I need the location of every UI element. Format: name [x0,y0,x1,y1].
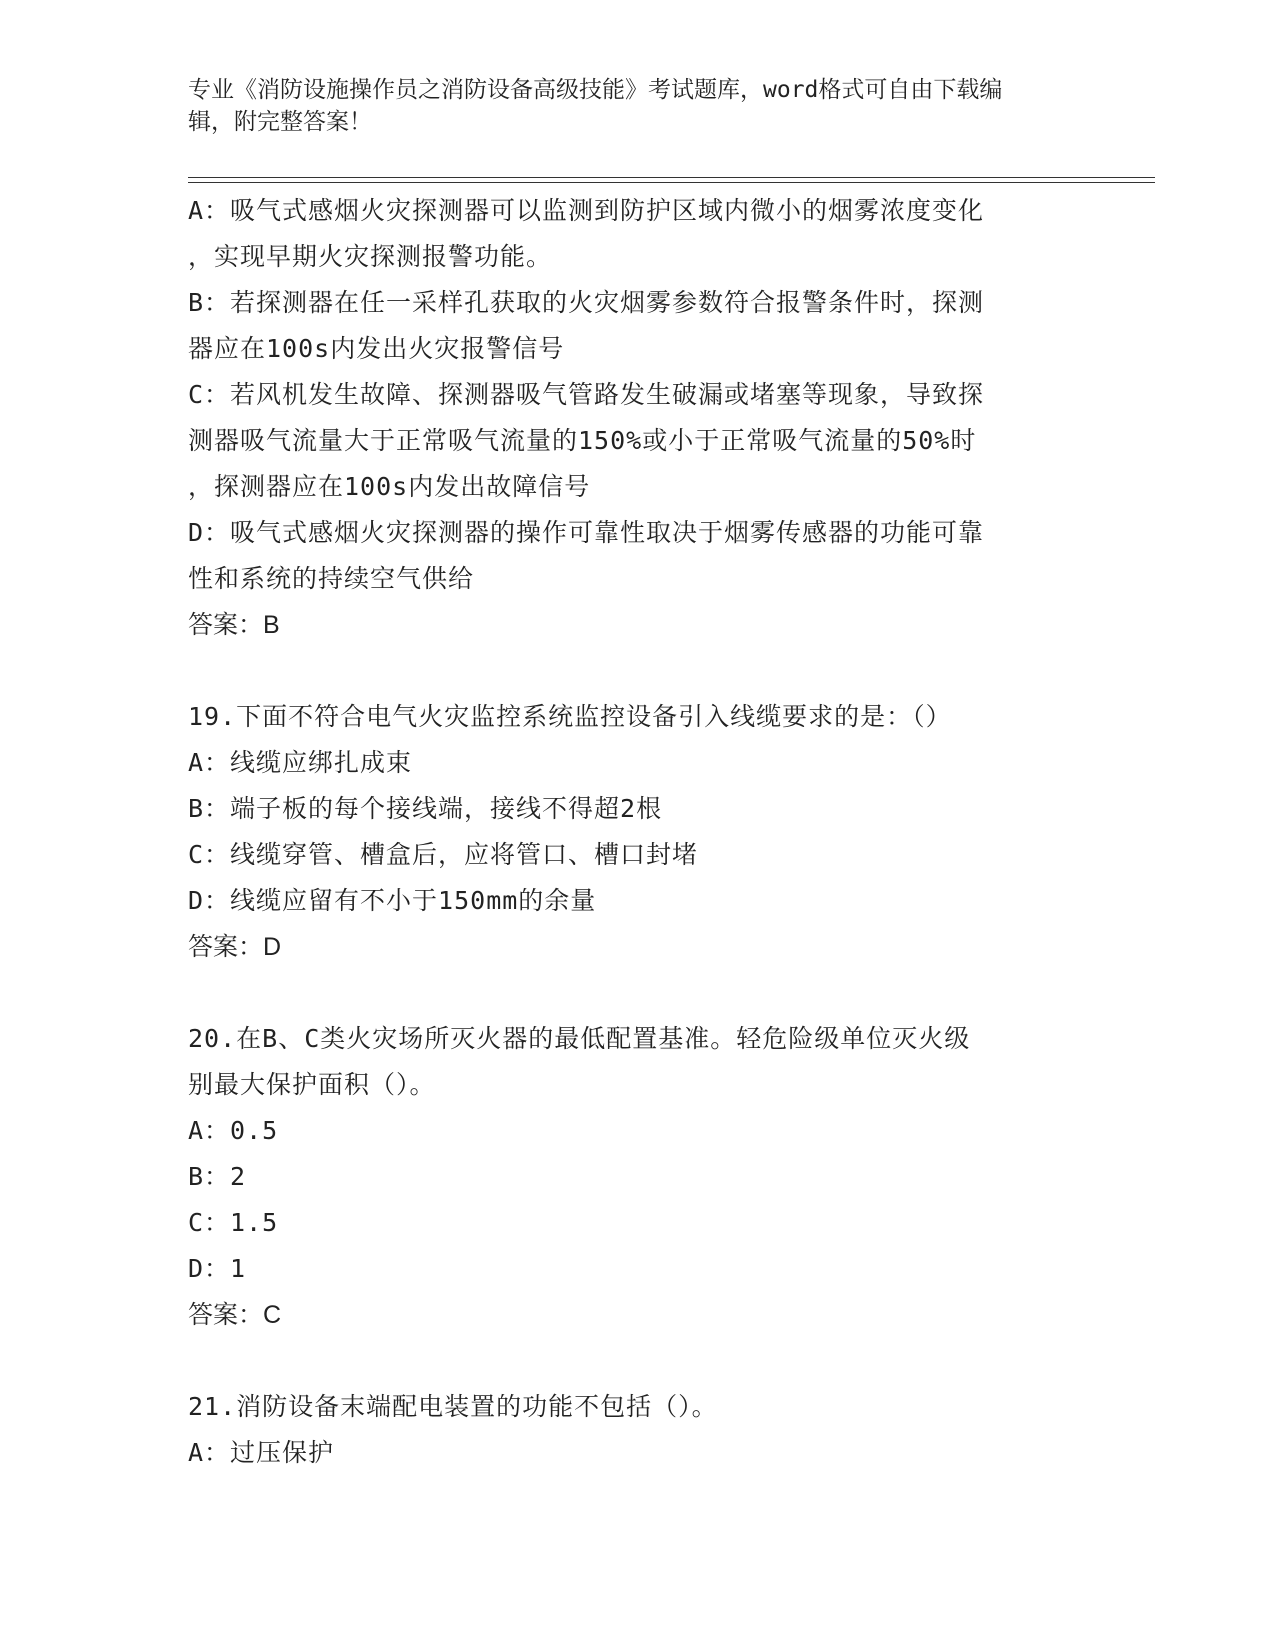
document-header [188,74,1088,138]
q18-option-d-line-2: 性和系统的持续空气供给 [188,564,475,593]
header-line-2: 辑，附完整答案！ [188,109,372,135]
q18-option-c-line-1: C：若风机发生故障、探测器吸气管路发生破漏或堵塞等现象，导致探 [188,380,985,409]
spacer [188,1338,1088,1384]
q21-option-a: A：过压保护 [188,1438,335,1467]
q21-question-text: 21.消防设备末端配电装置的功能不包括（）。 [188,1392,718,1421]
q18-answer: 答案：B [188,611,280,639]
q20-option-c: C：1.5 [188,1208,279,1237]
question-19 [188,694,1088,970]
header-divider-bottom [188,182,1155,183]
q18-option-c-line-2: 测器吸气流量大于正常吸气流量的150%或小于正常吸气流量的50%时 [188,426,977,455]
question-18 [188,188,1088,648]
q20-question-line-2: 别最大保护面积（）。 [188,1070,436,1099]
q20-question-line-1: 20.在B、C类火灾场所灭火器的最低配置基准。轻危险级单位灭火级 [188,1024,971,1053]
question-content [188,188,1088,1476]
q19-option-a: A：线缆应绑扎成束 [188,748,413,777]
q20-option-b: B：2 [188,1162,247,1191]
q19-option-d: D：线缆应留有不小于150mm的余量 [188,886,597,915]
question-21 [188,1384,1088,1476]
q19-answer: 答案：D [188,933,282,961]
header-line-1: 专业《消防设施操作员之消防设备高级技能》考试题库，word格式可自由下载编 [188,77,1003,103]
q20-option-a: A：0.5 [188,1116,279,1145]
q18-option-c-line-3: ，探测器应在100s内发出故障信号 [188,472,591,501]
q19-option-b: B：端子板的每个接线端，接线不得超2根 [188,794,663,823]
q20-answer: 答案：C [188,1301,282,1329]
q18-option-a-line-1: A：吸气式感烟火灾探测器可以监测到防护区域内微小的烟雾浓度变化 [188,196,985,225]
q19-option-c: C：线缆穿管、槽盒后，应将管口、槽口封堵 [188,840,699,869]
question-20 [188,1016,1088,1338]
header-divider-top [188,177,1155,178]
spacer [188,648,1088,694]
q20-option-d: D：1 [188,1254,247,1283]
q18-option-b-line-1: B：若探测器在任一采样孔获取的火灾烟雾参数符合报警条件时，探测 [188,288,985,317]
q18-option-a-line-2: ，实现早期火灾探测报警功能。 [188,242,553,271]
q18-option-d-line-1: D：吸气式感烟火灾探测器的操作可靠性取决于烟雾传感器的功能可靠 [188,518,985,547]
q18-option-b-line-2: 器应在100s内发出火灾报警信号 [188,334,565,363]
q19-question-text: 19.下面不符合电气火灾监控系统监控设备引入线缆要求的是：（） [188,702,952,731]
spacer [188,970,1088,1016]
